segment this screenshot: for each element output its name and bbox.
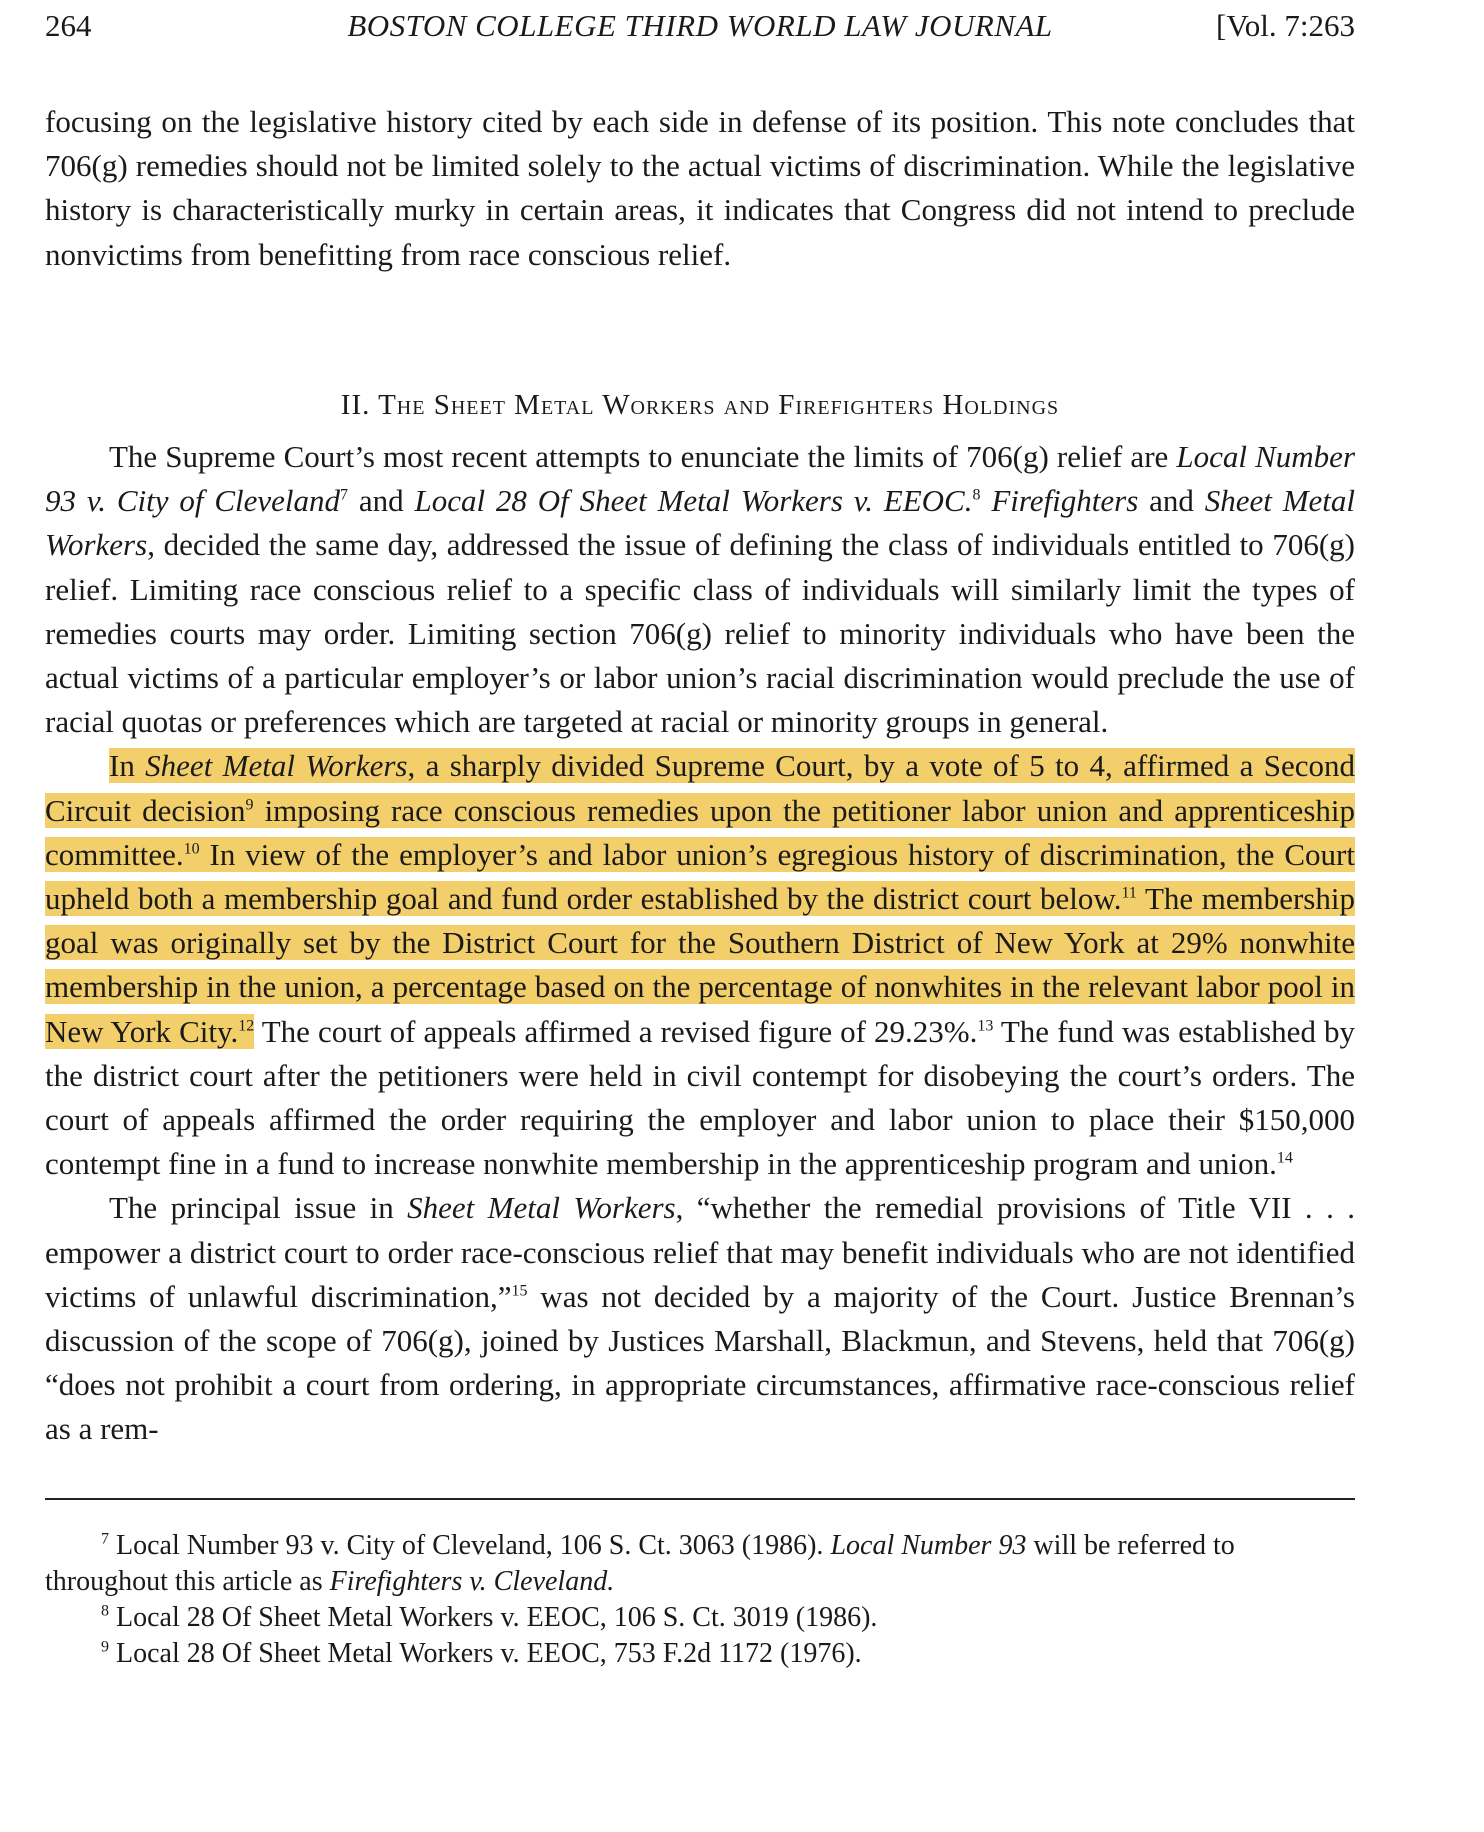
footnote-ref[interactable]: 8 [972,486,981,504]
case-name: Local Number 93 v. City of Cleveland [45,439,1356,519]
footnote-ref[interactable]: 12 [238,1017,255,1035]
page-number: 264 [45,8,92,43]
footnote-ref[interactable]: 11 [1121,884,1137,902]
footnote-ref[interactable]: 15 [511,1282,528,1300]
paragraph-principal-issue: The principal issue in Sheet Metal Workers, “whether the remedial provisions of Title VII . . . empower a district court to order race-conscious relief that may benefit individuals who are not identified victims of unlawful discrimination,”$^{15}$ was not decided by a majority of the Court. Justice Brennan’s discussion of the scope of 706(g), joined by Justices Marshall, Blackmun, and Stevens, held that 706(g) “does not prohibit a court from ordering, in appropriate circumstances, affirmative race-conscious relief as a rem- [45,1190,1355,1447]
footnote-7: $^7$ Local Number 93 v. City of Cleveland, 106 S. Ct. 3063 (1986). Local Number 93 will be referred to throughout this article as Firefighters v. Cleveland. [45,1529,1235,1597]
running-header [45,0,1355,70]
section-heading: II. The Sheet Metal Workers and Firefighters Holdings [340,388,1060,421]
document-page [45,0,1355,1672]
case-name: Firefighters [991,483,1139,519]
footnote-ref[interactable]: 7 [340,486,349,504]
footnote-8: $^8$ Local 28 Of Sheet Metal Workers v. EEOC, 106 S. Ct. 3019 (1986). [101,1601,878,1633]
footnote-ref[interactable]: 13 [977,1017,994,1035]
case-name: Sheet Metal Workers [145,748,408,784]
footnote-ref[interactable]: 9 [245,796,254,814]
footnote-ref[interactable]: 14 [1276,1149,1293,1167]
case-name: Sheet Metal Workers [45,483,1355,563]
volume-label: [Vol. 7:263 [1216,8,1355,43]
footnote-9: $^9$ Local 28 Of Sheet Metal Workers v. EEOC, 753 F.2d 1172 (1976). [101,1637,862,1669]
footnote-divider [45,1498,1355,1500]
footnotes [45,1528,1355,1672]
article-body [45,100,1355,1452]
paragraph-sheet-metal-workers: In Sheet Metal Workers, a sharply divided Supreme Court, by a vote of 5 to 4, affirmed a Second Circuit decision$^9$ imposing race conscious remedies upon the petitioner labor union and apprenticeship committee.$^{10}$ In view of the employer’s and labor union’s egregious history of discrimination, the Court upheld both a membership goal and fund order established by the district court below.$^{11}$ The membership goal was originally set by the District Court for the Southern District of New York at 29% nonwhite membership in the union, a percentage based on the percentage of nonwhites in the relevant labor pool in New York City.$^{12}$ The court of appeals affirmed a revised figure of 29.23%.$^{13}$ The fund was established by the district court after the petitioners were held in civil contempt for disobeying the court’s orders. The court of appeals affirmed the order requiring the employer and labor union to place their $150,000 contempt fine in a fund to increase nonwhite membership in the apprenticeship program and union.$^{14}$ [45,748,1355,1182]
highlighted-text[interactable]: In Sheet Metal Workers, a sharply divided Supreme Court, by a vote of 5 to 4, affirmed a Second Circuit decision$^9$ imposing race conscious remedies upon the petitioner labor union and apprenticeship committee.$^{10}$ In view of the employer’s and labor union’s egregious history of discrimination, the Court upheld both a membership goal and fund order established by the district court below.$^{11}$ The membership goal was originally set by the District Court for the Southern District of New York at 29% nonwhite membership in the union, a percentage based on the percentage of nonwhites in the relevant labor pool in New York City.$^{12}$ [45,748,1355,1049]
intro-paragraph: focusing on the legislative history cited by each side in defense of its position. This note concludes that 706(g) remedies should not be limited solely to the actual victims of discrimination. While the legislative history is characteristically murky in certain areas, it indicates that Congress did not intend to preclude nonvictims from benefitting from race conscious relief. [45,104,1355,272]
case-name: Sheet Metal Workers [407,1190,676,1226]
footnote-ref[interactable]: 10 [183,840,200,858]
paragraph-limits-of-relief: The Supreme Court’s most recent attempts to enunciate the limits of 706(g) relief are Local Number 93 v. City of Cleveland$^7$ and Local 28 Of Sheet Metal Workers v. EEOC.$^8$ Firefighters and Sheet Metal Workers, decided the same day, addressed the issue of defining the class of individuals entitled to 706(g) relief. Limiting race conscious relief to a specific class of individuals will similarly limit the types of remedies courts may order. Limiting section 706(g) relief to minority individuals who have been the actual victims of a particular employer’s or labor union’s racial discrimination would preclude the use of racial quotas or preferences which are targeted at racial or minority groups in general. [45,439,1356,740]
journal-title: BOSTON COLLEGE THIRD WORLD LAW JOURNAL [347,8,1053,43]
case-name: Local 28 Of Sheet Metal Workers v. EEOC. [414,483,973,519]
